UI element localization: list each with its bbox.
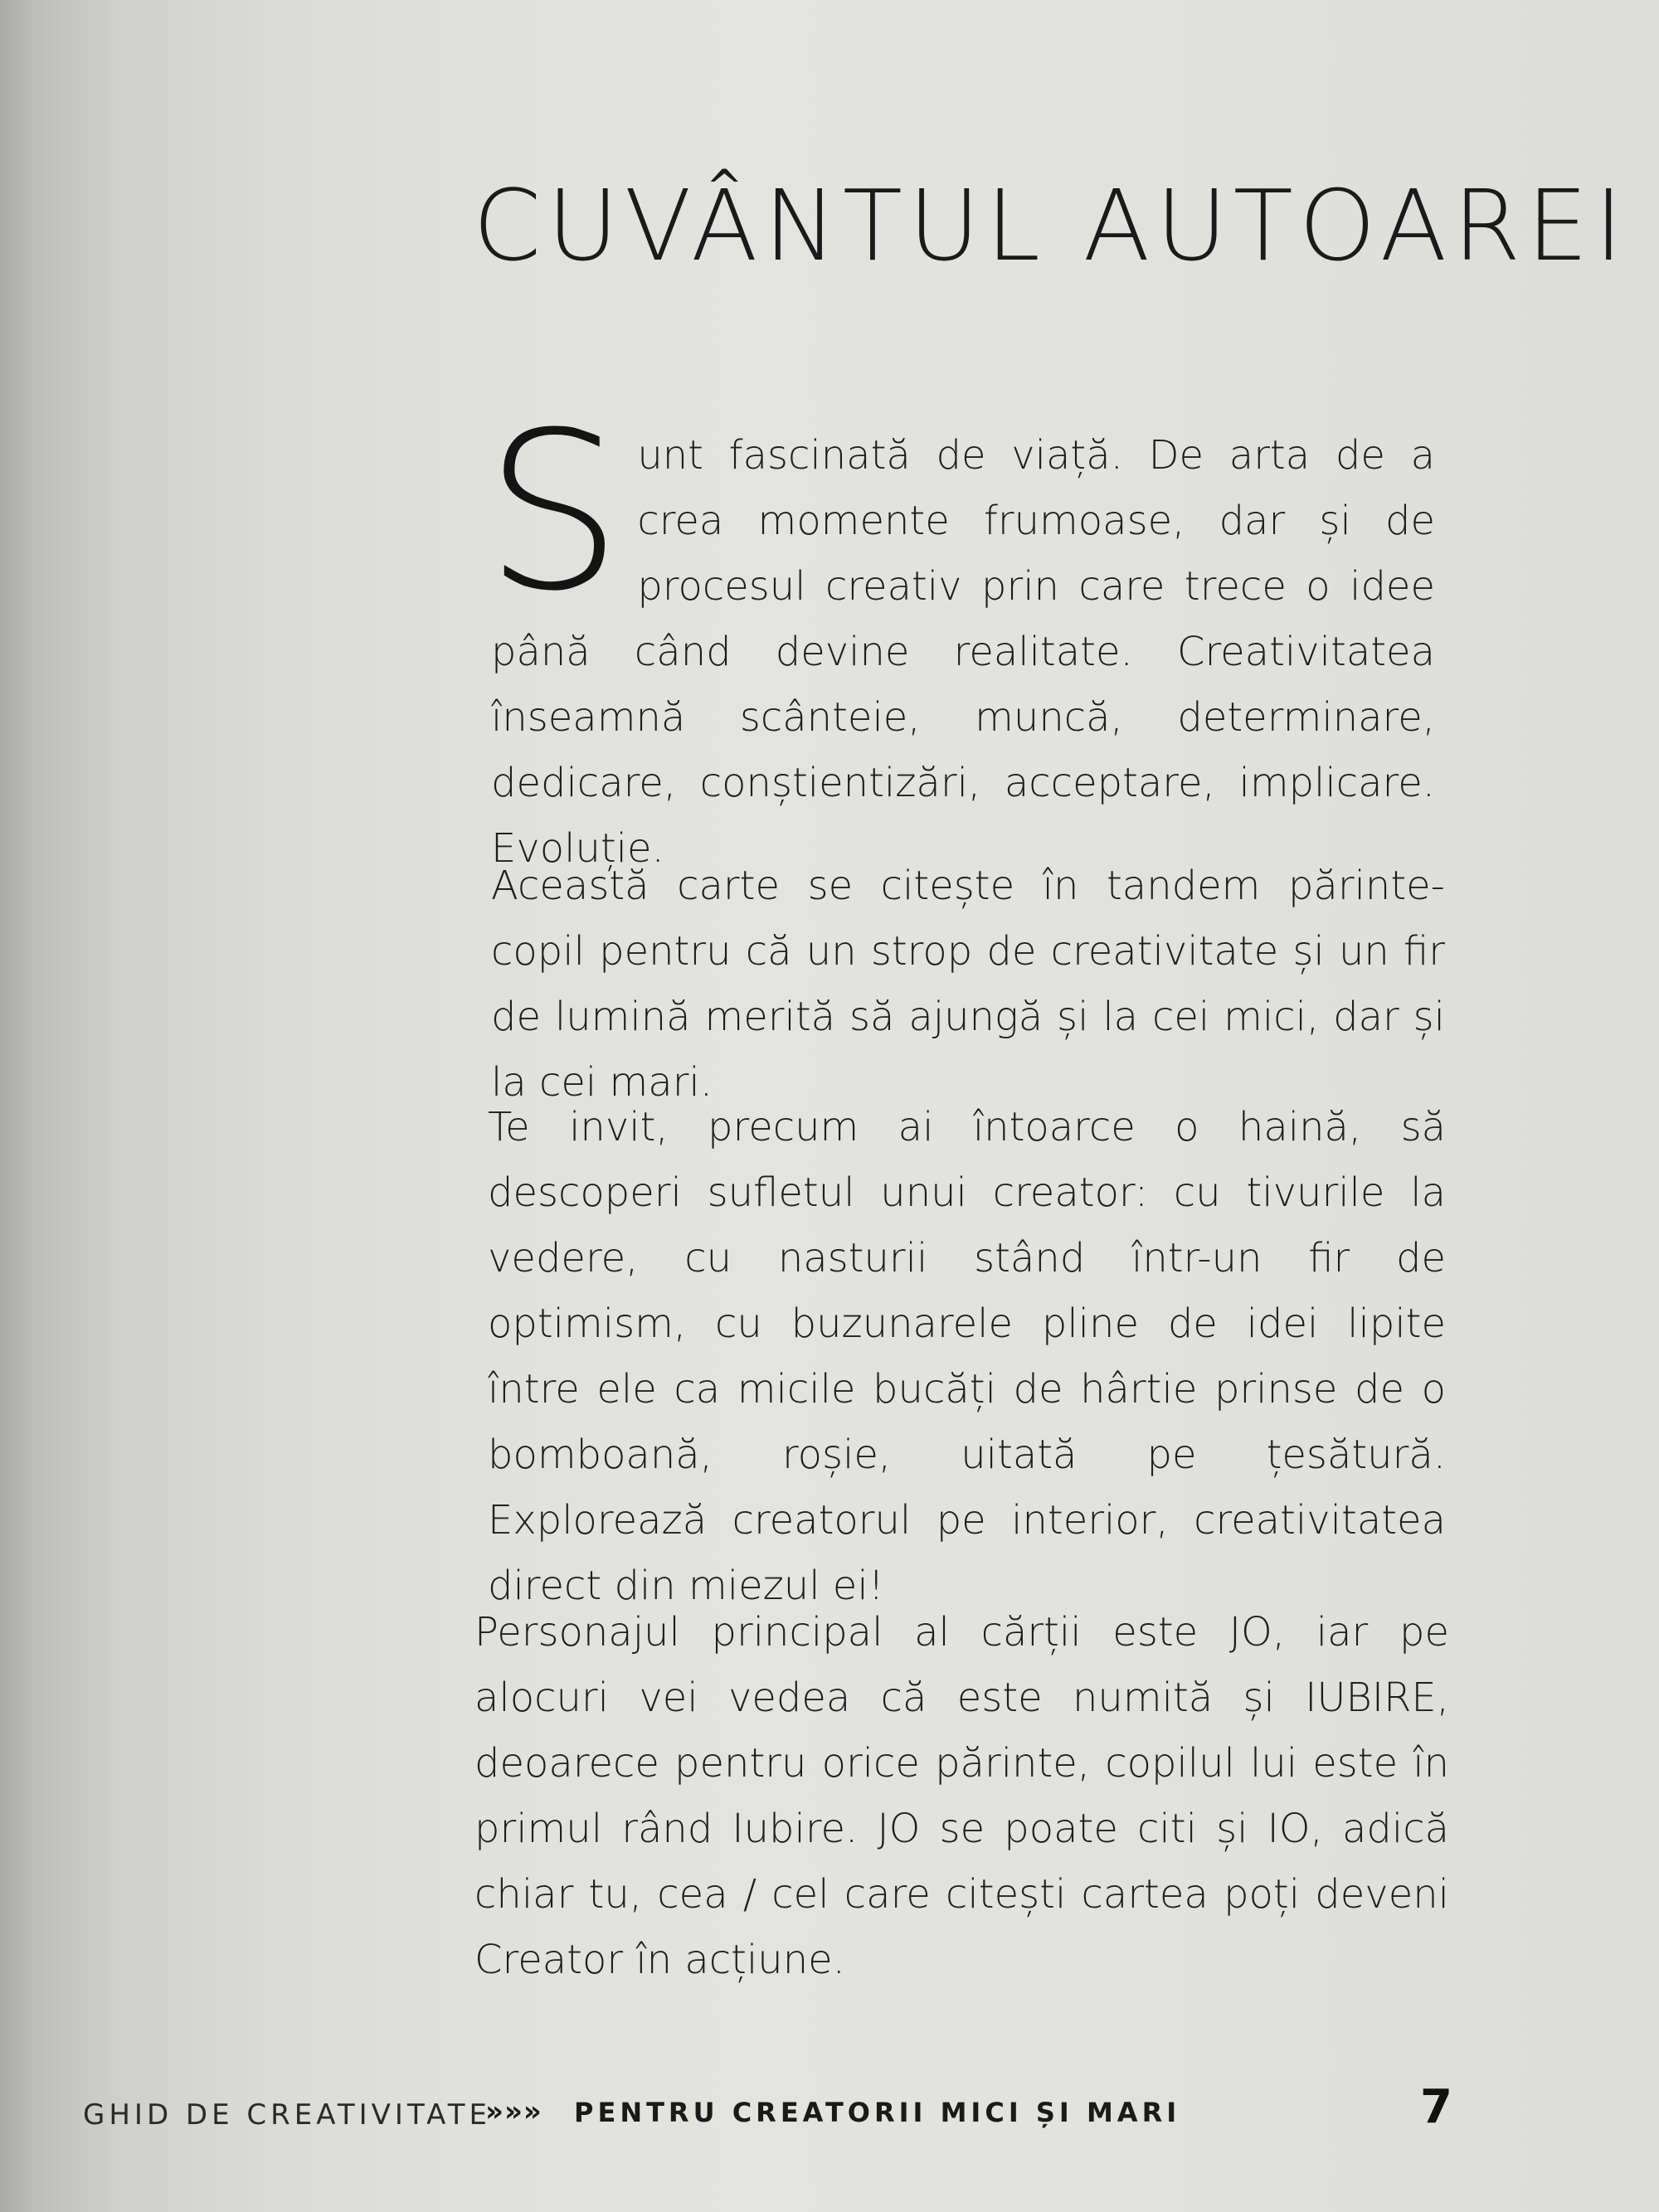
paragraph-character: Personajul principal al cărții este JO, iar pe alocuri vei vedea că este numită și IUBIRE, deoarece pentru orice părinte, copilul lui este în primul rând Iubire. JO se poate citi și IO, adică chiar tu, cea / cel care citești cartea poți deveni Creator în acțiune. [474, 1609, 1449, 1983]
paragraph-tandem: Această carte se citește în tandem părinte-copil pentru că un strop de creativitate și un fir de lumină merită să ajungă și la cei mici, dar și la cei mari. [491, 863, 1445, 1106]
page-footer [83, 2080, 1460, 2142]
paragraph-intro-text: unt fascinată de viață. De arta de a crea momente frumoase, dar și de procesul creativ prin care trece o idee până când devine realitate. Creativitatea înseamnă scânteie, muncă, determinare, dedicare, conștientizări, acceptare, implicare. Evoluție. [491, 432, 1435, 872]
page-title: CUVÂNTUL AUTOAREI [473, 168, 1629, 283]
footer-separator: »»» [485, 2095, 542, 2128]
paragraph-intro [484, 386, 1435, 882]
paragraph-invitation: Te invit, precum ai întoarce o haină, să descoperi sufletul unui creator: cu tivurile la vedere, cu nasturii stând într-un fir de optimism, cu buzunarele pline de idei lipite între ele ca micile bucăți de hârtie prinse de o bomboană, roșie, uitată pe țesătură. Explorează creatorul pe interior, creativitatea direct din miezul ei! [488, 1104, 1446, 1609]
drop-cap: S [484, 386, 623, 639]
footer-book-title: GHID DE CREATIVITATE [83, 2098, 491, 2132]
footer-subtitle: PENTRU CREATORII MICI ȘI MARI [574, 2097, 1181, 2128]
page-number: 7 [1420, 2080, 1452, 2134]
